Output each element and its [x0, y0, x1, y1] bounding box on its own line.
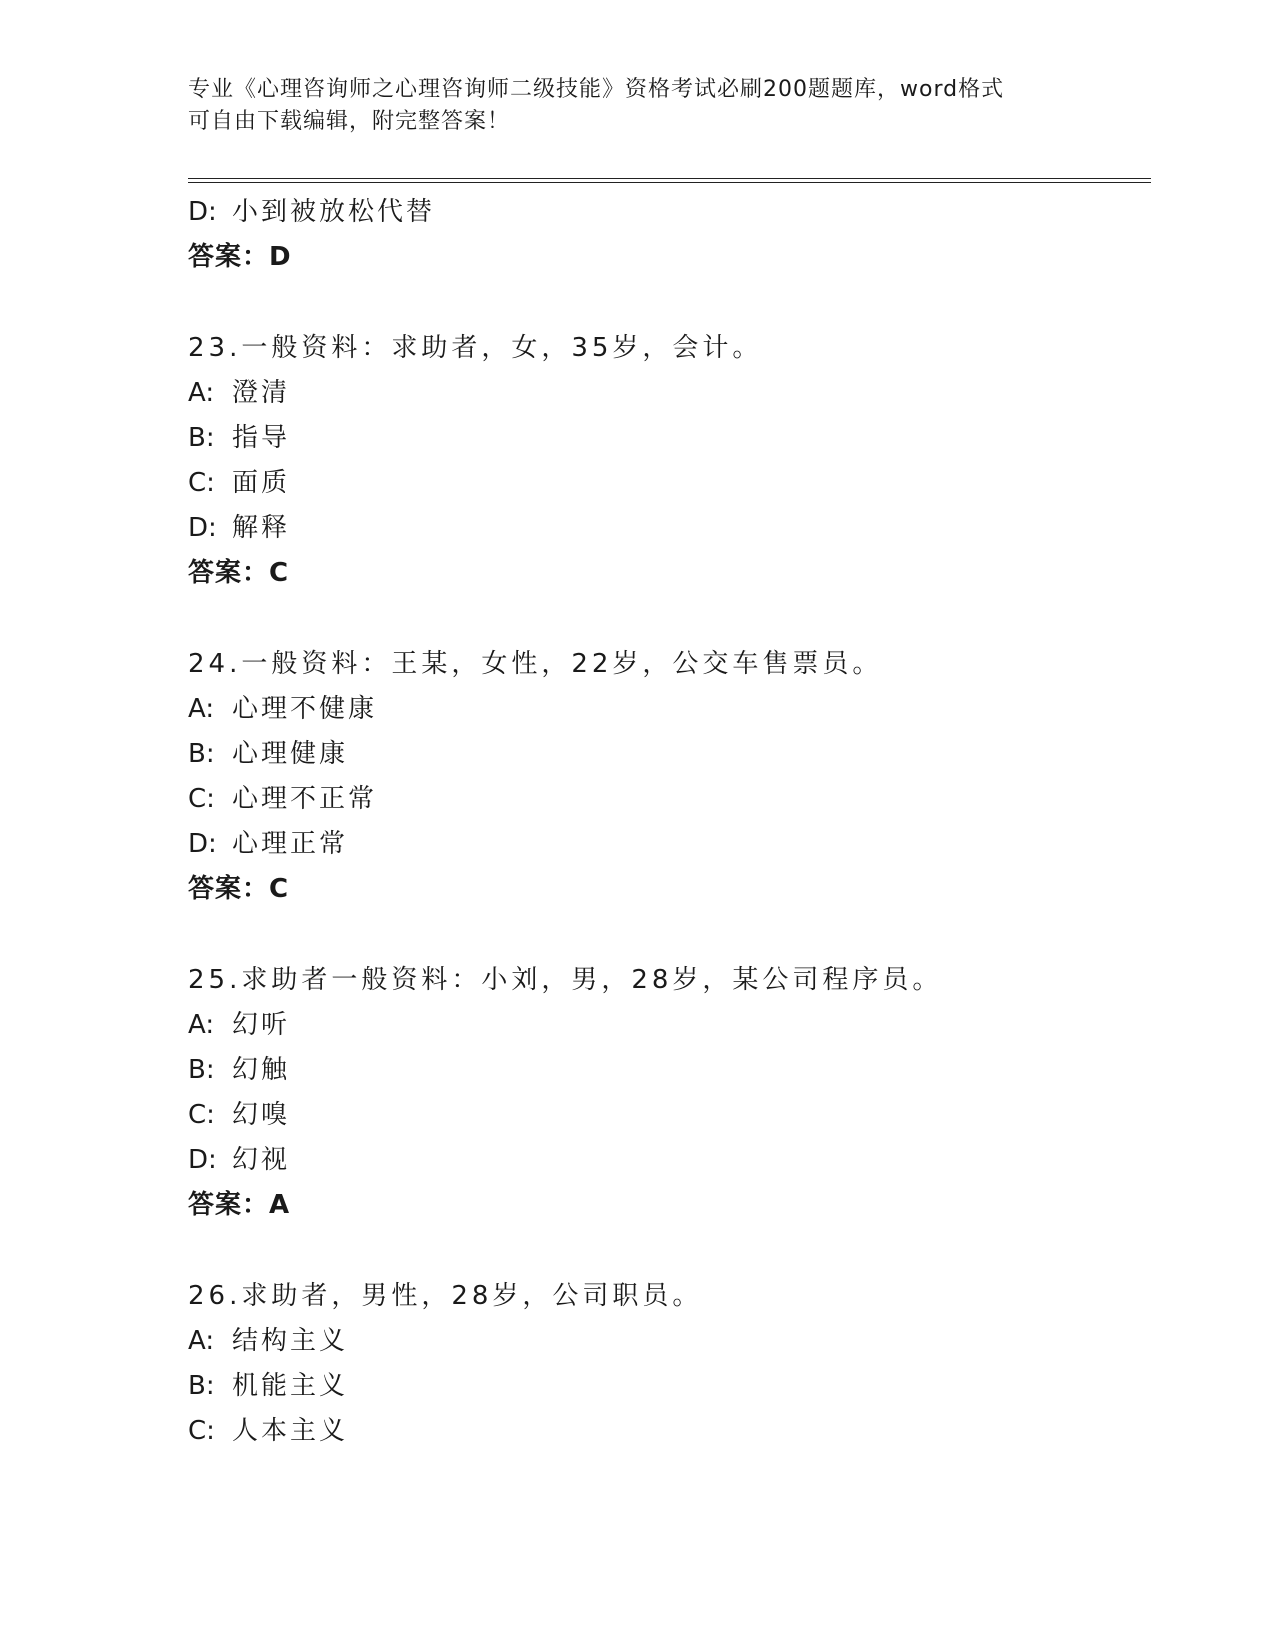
header-divider-top [188, 178, 1151, 179]
option-b [188, 732, 1148, 777]
option-text: 澄清 [232, 378, 291, 408]
option-key: D: [188, 197, 217, 227]
option-key: C: [188, 468, 215, 498]
option-text: 心理健康 [232, 739, 349, 769]
answer-line: 答案：C [188, 874, 290, 904]
option-key: C: [188, 1416, 215, 1446]
option-text: 心理正常 [232, 829, 349, 859]
option-text: 小到被放松代替 [232, 197, 436, 227]
option-d [188, 1138, 1148, 1183]
question-title: 25.求助者一般资料：小刘，男，28岁，某公司程序员。 [188, 965, 943, 995]
question-spacer [188, 1228, 1148, 1274]
document-header [188, 74, 1088, 138]
option-key: B: [188, 739, 215, 769]
option-a [188, 1319, 1148, 1364]
option-key: C: [188, 784, 215, 814]
answer-line: 答案：D [188, 242, 292, 272]
option-key: D: [188, 1145, 217, 1175]
option-a [188, 687, 1148, 732]
option-text: 幻听 [232, 1010, 291, 1040]
question-spacer [188, 596, 1148, 642]
option-text: 人本主义 [232, 1416, 349, 1446]
option-key: A: [188, 1326, 215, 1356]
option-d [188, 822, 1148, 867]
option-text: 心理不正常 [232, 784, 378, 814]
option-b [188, 416, 1148, 461]
option-key: B: [188, 1055, 215, 1085]
option-text: 面质 [232, 468, 291, 498]
option-key: A: [188, 378, 215, 408]
option-d [188, 506, 1148, 551]
question-list [188, 190, 1148, 1454]
option-b [188, 1048, 1148, 1093]
option-text: 解释 [232, 513, 291, 543]
option-c [188, 1093, 1148, 1138]
option-key: B: [188, 423, 215, 453]
question-spacer [188, 912, 1148, 958]
option-key: C: [188, 1100, 215, 1130]
option-key: D: [188, 513, 217, 543]
option-text: 幻触 [232, 1055, 291, 1085]
option-a [188, 1003, 1148, 1048]
option-a [188, 371, 1148, 416]
header-line-2: 可自由下载编辑，附完整答案！ [188, 109, 511, 134]
option-c [188, 777, 1148, 822]
option-key: B: [188, 1371, 215, 1401]
question-title: 23.一般资料：求助者，女，35岁，会计。 [188, 333, 763, 363]
option-text: 幻视 [232, 1145, 291, 1175]
option-c [188, 461, 1148, 506]
question-title: 24.一般资料：王某，女性，22岁，公交车售票员。 [188, 649, 883, 679]
option-text: 幻嗅 [232, 1100, 291, 1130]
header-divider-bottom [188, 182, 1151, 183]
option-key: A: [188, 1010, 215, 1040]
question-title: 26.求助者，男性，28岁，公司职员。 [188, 1281, 703, 1311]
option-c [188, 1409, 1148, 1454]
option-key: A: [188, 694, 215, 724]
option-b [188, 1364, 1148, 1409]
option-key: D: [188, 829, 217, 859]
option-text: 机能主义 [232, 1371, 349, 1401]
answer-line: 答案：A [188, 1190, 291, 1220]
answer-line: 答案：C [188, 558, 290, 588]
header-line-1: 专业《心理咨询师之心理咨询师二级技能》资格考试必刷200题题库，word格式 [188, 77, 1005, 102]
option-text: 心理不健康 [232, 694, 378, 724]
option-d [188, 190, 1148, 235]
question-spacer [188, 280, 1148, 326]
option-text: 结构主义 [232, 1326, 349, 1356]
option-text: 指导 [232, 423, 291, 453]
